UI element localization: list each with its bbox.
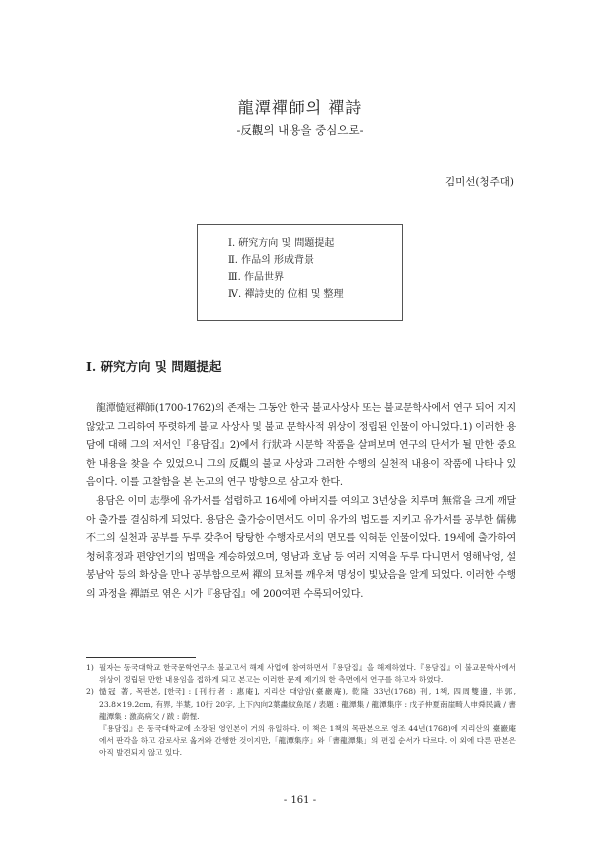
toc-item: Ⅰ. 硏究方向 및 問題提起 <box>228 238 335 249</box>
toc-item: Ⅲ. 作品世界 <box>228 272 285 283</box>
footnote <box>86 662 516 686</box>
footnote-text: 『용담집』은 동국대학교에 소장된 영인본이 거의 유일하다. 이 책은 1책의 목판본으로 영조 44년(1768)에 지리산의 臺巖庵에서 판각을 하고 감로사로 옮겨와 간행한 것이지만,「龍潭集序」와「書龍潭集」의 편집 순서가 다르다. 이 외에 다른 판본은 아직 발견되지 않고 있다. <box>99 724 516 758</box>
paper-subtitle: -反觀의 내용을 중심으로- <box>236 123 364 137</box>
paper-title: 龍潭禪師의 禪詩 <box>237 98 363 117</box>
footnote-text: 慥冠 著, 목판본, [한국] : [刊行者 : 惠庵], 지리산 대암암(臺巖庵), 乾隆 33년(1768) 刊, 1책, 四周雙邊, 半郭, 23.8×19.2cm, 有界, 半葉, 10行 20字, 上下內向2葉畵紋魚尾 / 表題 : 龍潭集 / 龍潭集序 : 戊子仲夏南崖畸人申舜民識 / 書龍潭集 : 激高病父 / 跋 : 蔚惺. <box>99 687 516 721</box>
footnote-number <box>86 723 99 760</box>
toc-item: Ⅱ. 作品의 形成背景 <box>228 255 314 266</box>
table-of-contents <box>197 224 403 321</box>
author-affiliation: 김미선(청주대) <box>444 176 514 188</box>
footnotes <box>86 662 516 760</box>
footnote-number: 2) <box>86 687 94 697</box>
footnote <box>86 723 516 760</box>
footnote-text: 필자는 동국대학교 한국문학연구소 불교고서 해제 사업에 참여하면서『용담집』을 해제하였다.『용담집』이 불교문학사에서 위상이 정립된 만한 내용임을 접하게 되고 본고는 이러한 문제 제기의 한 측면에서 연구를 하고자 하였다. <box>99 663 516 685</box>
footnote <box>86 686 516 723</box>
footnote-divider <box>86 657 196 658</box>
footnote-number: 1) <box>86 663 94 672</box>
toc-item: Ⅳ. 禪詩史的 位相 및 整理 <box>228 289 344 300</box>
section-heading: Ⅰ. 硏究方向 및 問題提起 <box>86 359 222 374</box>
body-text <box>86 400 516 605</box>
page-number: - 161 - <box>283 795 317 806</box>
body-paragraph: 龍潭慥冠禪師(1700-1762)의 존재는 그동안 한국 불교사상사 또는 불교문학사에서 연구 되어 지지 않았고 그리하여 뚜렷하게 불교 사상사 및 불교 문학사적 위상이 정립된 인물이 아니었다.1) 이러한 용담에 대해 그의 저서인『용담집』2)에서 行狀과 시문학 작품을 살펴보며 연구의 단서가 될 만한 중요한 내용을 찾을 수 있었으니 그의 反觀의 불교 사상과 그러한 수행의 실천적 내용이 작품에 나타나 있음이다. 이를 고찰함을 본 논고의 연구 방향으로 삼고자 한다. <box>86 403 516 489</box>
body-paragraph: 용담은 이미 志學에 유가서를 섭렵하고 16세에 아버지를 여의고 3년상을 치루며 無常을 크게 깨달아 출가를 결심하게 되었다. 용담은 출가승이면서도 이미 유가의 법도를 지키고 유가서를 공부한 儒佛不二의 실천과 공부를 두루 갖추어 탕탕한 수행자로서의 면모를 익혀둔 인물이었다. 19세에 출가하여 청허휴정과 편양언기의 법맥을 계승하였으며, 영남과 호남 등 여러 지역을 두루 다니면서 영해낙엉, 설봉남악 등의 화상을 만나 공부함으로써 禪의 묘처를 깨우쳐 명성이 빛났음을 알게 되었다. 이러한 수행의 과정을 禪語로 엮은 시가『용담집』에 200여편 수록되어있다. <box>86 495 516 600</box>
